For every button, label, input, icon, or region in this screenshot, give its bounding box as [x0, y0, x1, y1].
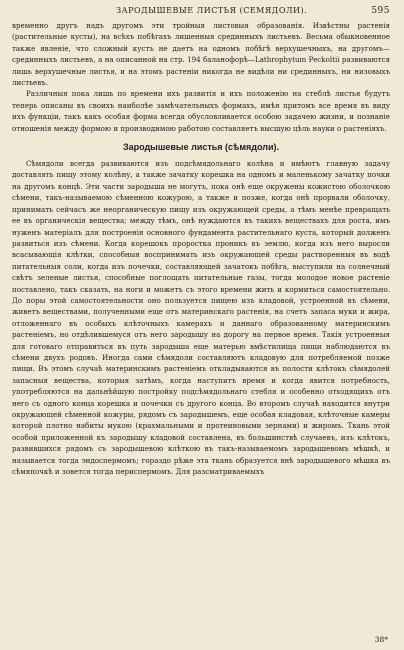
- signature-mark: 38*: [374, 635, 388, 644]
- body-paragraph: Сѣмядоли всегда развиваются изъ подсѣмядольнаго колѣна и имѣютъ главную задачу доставлять пищу этому колѣну, а также зачатку корешка на одномъ и маленькому зачатку почки на другомъ концѣ. Эти части зародыша не могутъ, пока онѣ еще окружены кожистою оболочкою сѣмени, такъ-называемою сѣменною кожурою, а также и позже, когда онѣ прорвали оболочку, принимать сейчасъ же неорганическую пищу изъ окружающей среды, а тѣмъ менѣе превращать ее въ органическія вещества; между тѣмъ, онѣ нуждаются въ такихъ веществахъ для роста, имъ нуженъ матеріалъ для построенія основного фундамента растительнаго куста, который долженъ развиться изъ сѣмени. Когда корешокъ проростка проникъ въ землю, когда изъ него выросли всасывающія клѣтки, способныя воспринимать изъ окружающей среды растворенныя въ водѣ питательныя соли, когда изъ почечки, составляющей зачатокъ побѣга, выступили на солнечный свѣтъ зеленые листья, способные поглощать питательные газы, тогда молодое новое растеніе поставлено, такъ сказать, на ноги и можетъ съ этого времени жить и кормиться самостоятельно. До поры этой самостоятельности оно пользуется пищею изъ кладовой, устроенной въ сѣмени, живетъ веществами, полученными еще отъ материнскаго растенія, на счетъ запаса муки и жира, отложеннаго въ особыхъ клѣточныхъ камерахъ и даннаго образованному материнскимъ растеніемъ, но отдѣлившемуся отъ него зародышу на дорогу на первое время. Такія устроенныя для готоваго отправиться въ путь зародыша еще матерью вмѣстилища пищи наблюдаются въ сѣмени двухъ родовъ. Иногда сами сѣмядоли составляютъ кладовую для потребляемой позже пищи. Въ этомъ случаѣ материнскимъ растеніемъ откладываются въ полости клѣтокъ сѣмядолей запасныя вещества, которыя затѣмъ, когда наступитъ время и когда явится потребность, употребляются на дальнѣйшую постройку подсѣмядольнаго стебля и особенно отходящихъ отъ него съ одного конца корешка и почечки съ другого конца. Во второмъ случаѣ находится внутри окружающей сѣменной кожуры, рядомъ съ зародышемъ, еще особая кладовая, клѣточные камеры которой плотно набиты мукою (крахмальными и протеиновыми зернами) и жиромъ. Ткань этой особой приложенной къ зародышу кладовой составлена, въ большинствѣ случаевъ, изъ клѣтокъ, развившихся рядомъ съ зародышевою клѣткою въ такъ-называемомъ зародышевомъ мѣшкѣ, и называется тогда эндоспермомъ; гораздо рѣже эта ткань образуется внѣ зародышевого мѣшка въ сѣмяпочкѣ и зовется тогда периспермомъ. Для разсматриваемыхъ: [12, 159, 390, 477]
- section-heading: Зародышевые листья (сѣмядоли).: [122, 142, 280, 153]
- running-header: [12, 6, 390, 20]
- body-paragraph: временно другъ надъ другомъ эти тройныя листовыя образованія. Извѣстны растенія (растительные кусты), на всѣхъ побѣгахъ лишенныя срединныхъ листьевъ. Весьма обыкновенное также явленіе, что сложный кустъ не даетъ на одномъ побѣгѣ верхушечныхъ, на другомъ—срединныхъ листьевъ, а на описанной на стр. 194 баланофорѣ—Lathrophytum Peckoltii развиваются лишь верхушечные листья, и на этомъ растеніи никогда не видѣли ни срединныхъ, ни низовыхъ листьевъ.: [12, 21, 390, 88]
- page-number: 595: [371, 6, 390, 16]
- running-title: ЗАРОДЫШЕВЫЕ ЛИСТЬЯ (СЕМЯДОЛИ).: [116, 6, 308, 15]
- body-paragraph: Различныя пока лишь по времени ихъ развитія и ихъ положенію на стеблѣ листья будутъ теперь описаны въ своихъ наиболѣе замѣчательныхъ формахъ, имѣя притомъ все время въ виду ихъ функціи, такъ какъ особая форма всегда обусловливается особою задачею жизни, и познаніе отношенія между формою и производимою работою составляетъ высшую цѣль науки о растеніяхъ.: [12, 89, 390, 133]
